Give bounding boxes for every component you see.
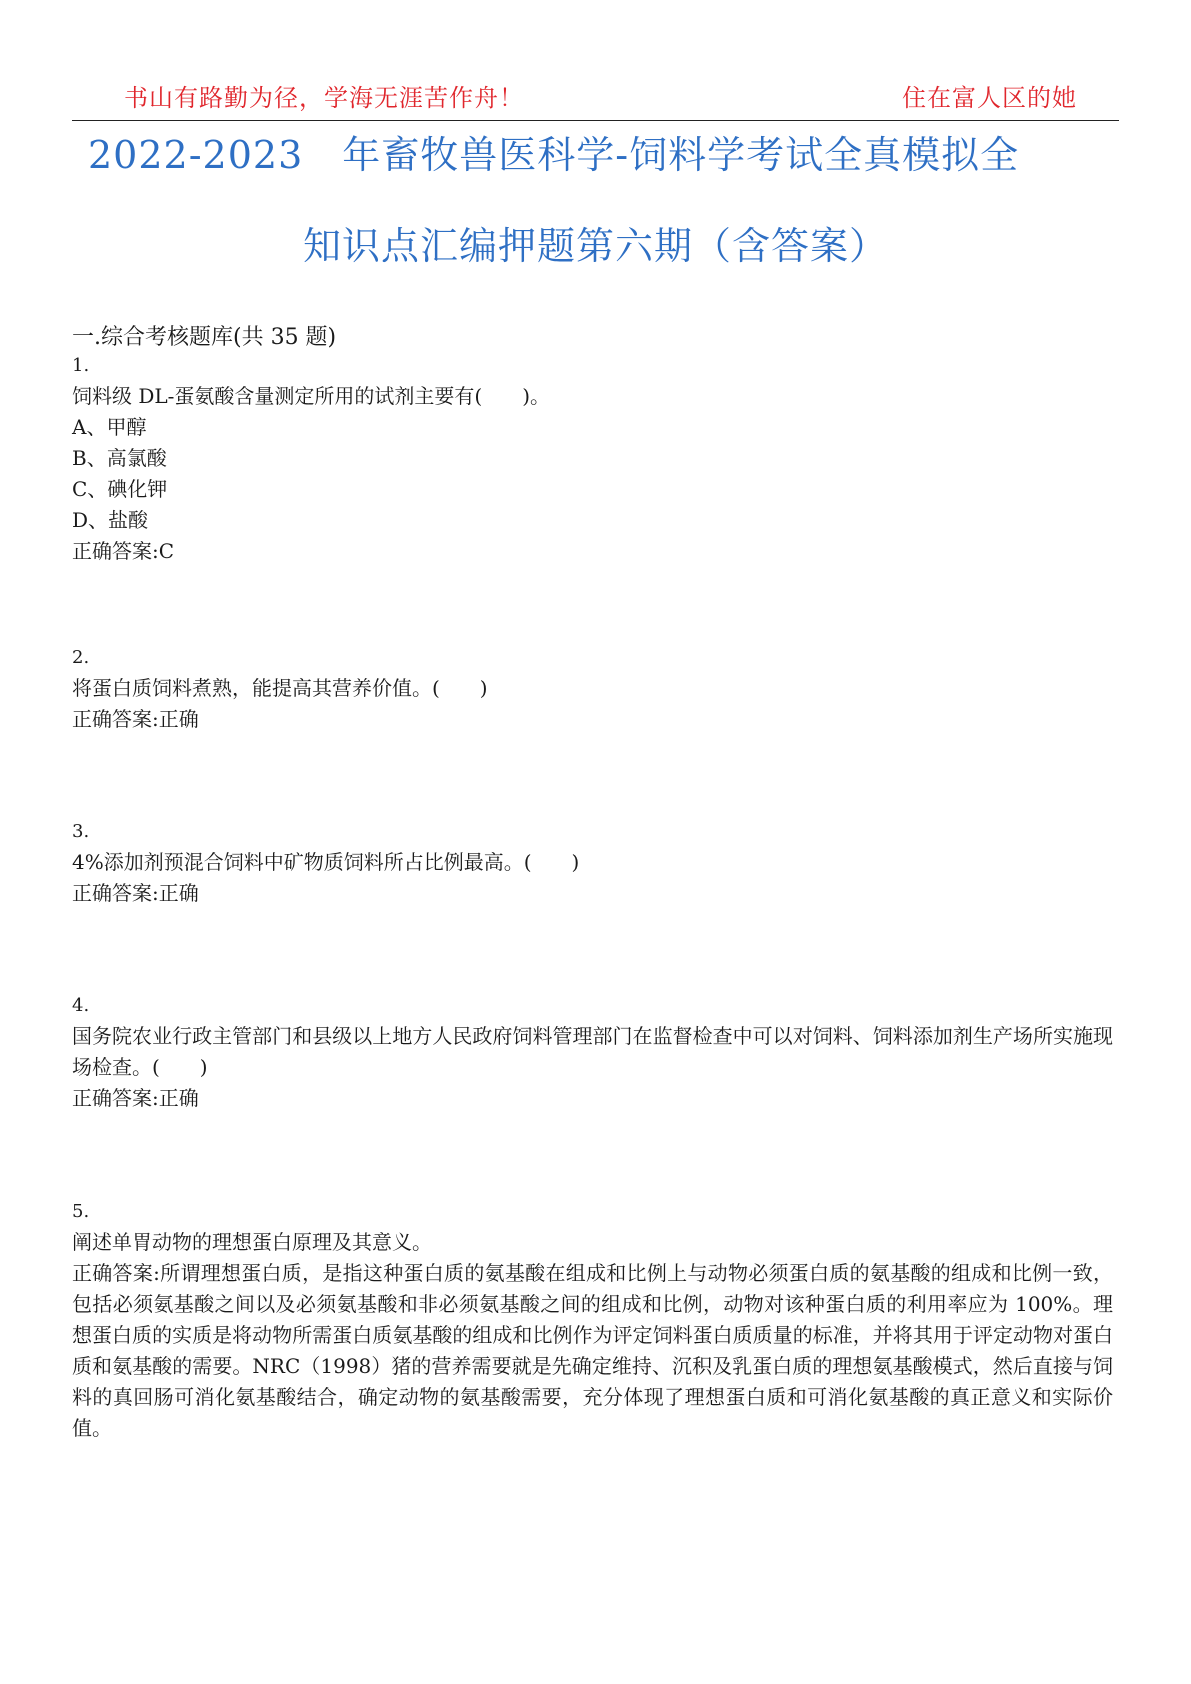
option-d: D、盐酸 (72, 508, 149, 532)
option-b: B、高氯酸 (72, 446, 167, 470)
question-text: 饲料级 DL-蛋氨酸含量测定所用的试剂主要有( )。 (72, 384, 551, 408)
question-5 (72, 1196, 1113, 1444)
answer: 正确答案:正确 (72, 881, 199, 905)
section-heading: 一.综合考核题库(共 35 题) (72, 325, 337, 350)
question-number: 3. (72, 821, 90, 842)
option-a: A、甲醇 (72, 415, 147, 439)
question-2 (72, 642, 1113, 735)
answer: 正确答案:正确 (72, 1086, 199, 1110)
document-title-line-1: 2022-2023 年畜牧兽医科学-饲料学考试全真模拟全 (88, 133, 1020, 177)
question-text: 将蛋白质饲料煮熟，能提高其营养价值。( ) (72, 676, 488, 700)
page-header (72, 78, 1119, 122)
question-number: 5. (72, 1201, 90, 1222)
question-4 (72, 990, 1113, 1114)
option-c: C、碘化钾 (72, 477, 168, 501)
header-motto-right: 住在富人区的她 (902, 84, 1077, 112)
document-title-line-2: 知识点汇编押题第六期（含答案） (302, 224, 888, 268)
answer: 正确答案:所谓理想蛋白质，是指这种蛋白质的氨基酸在组成和比例上与动物必须蛋白质的氨基酸的组成和比例一致，包括必须氨基酸之间以及必须氨基酸和非必须氨基酸之间的组成和比例，动物对该种蛋白质的利用率应为 100%。理想蛋白质的实质是将动物所需蛋白质氨基酸的组成和比例作为评定饲料蛋白质质量的标准，并将其用于评定动物对蛋白质和氨基酸的需要。NRC（1998）猪的营养需要就是先确定维持、沉积及乳蛋白质的理想氨基酸模式，然后直接与饲料的真回肠可消化氨基酸结合，确定动物的氨基酸需要，充分体现了理想蛋白质和可消化氨基酸的真正意义和实际价值。 (72, 1261, 1113, 1440)
question-number: 1. (72, 355, 90, 376)
answer: 正确答案:正确 (72, 707, 199, 731)
question-text: 阐述单胃动物的理想蛋白原理及其意义。 (72, 1230, 432, 1254)
question-3 (72, 816, 1113, 909)
question-number: 2. (72, 647, 90, 668)
question-text: 国务院农业行政主管部门和县级以上地方人民政府饲料管理部门在监督检查中可以对饲料、饲料添加剂生产场所实施现场检查。( ) (72, 1024, 1113, 1079)
question-number: 4. (72, 995, 90, 1016)
question-1 (72, 350, 1113, 567)
header-divider (72, 120, 1119, 121)
question-text: 4%添加剂预混合饲料中矿物质饲料所占比例最高。( ) (72, 850, 580, 874)
header-motto-left: 书山有路勤为径，学海无涯苦作舟！ (124, 84, 524, 112)
answer: 正确答案:C (72, 539, 175, 563)
